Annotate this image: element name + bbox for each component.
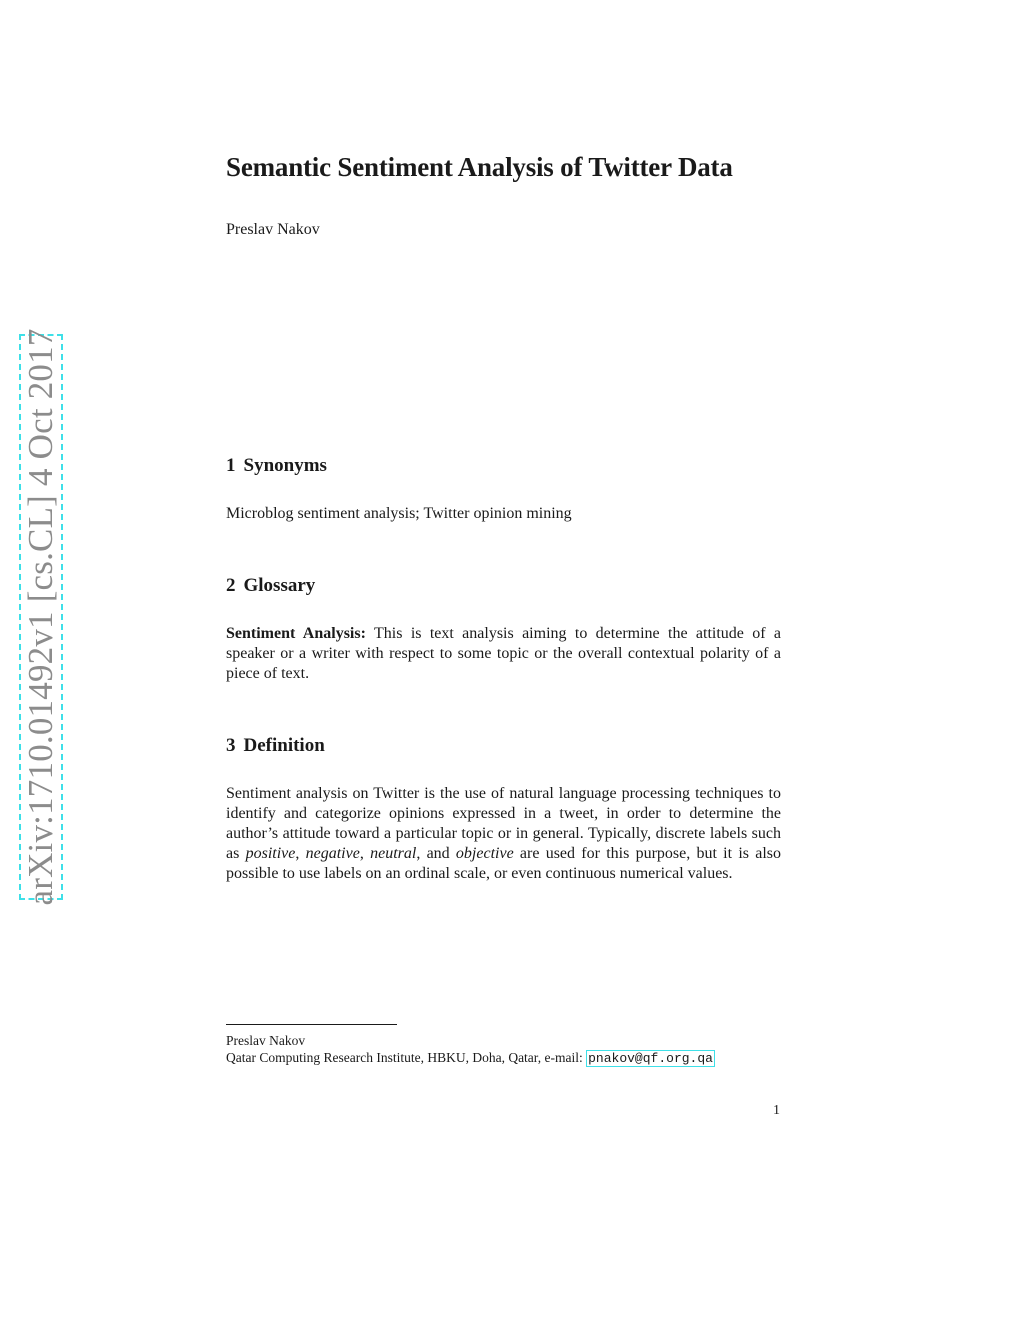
label-neutral: neutral [370,845,417,862]
arxiv-identifier-text: arXiv:1710.01492v1 [cs.CL] 4 Oct 2017 [21,328,60,906]
footnote-rule [226,1024,397,1025]
email-link[interactable]: pnakov@qf.org.qa [588,1051,713,1066]
definition-paragraph [226,784,781,884]
label-negative: negative [305,845,360,862]
separator: , [295,845,306,862]
definition-text-end: are used for this purpose, but it is also possible to use labels on an ordinal scale, or even continuous numerical values. [226,845,782,882]
affiliation-text: Qatar Computing Research Institute, HBKU, Doha, Qatar, e-mail: [226,1050,587,1065]
separator: , [359,845,371,862]
section-number: 2 [226,575,236,596]
definition-text-start: Sentiment analysis on Twitter is the use of natural language processing techniques to identify and categorize opinions expressed in a tweet, in order to determine the author’s attitude toward a particular topic or in general. Typically, discrete labels such as [226,785,781,862]
section-heading-definition [226,735,325,757]
page-number: 1 [773,1103,780,1118]
arxiv-identifier-stamp[interactable] [19,328,63,906]
label-objective: objective [455,845,514,862]
section-heading-synonyms [226,455,327,477]
section-number: 3 [226,735,236,756]
section-number: 1 [226,455,236,476]
section-title: Synonyms [243,455,327,476]
synonyms-text: Microblog sentiment analysis; Twitter opinion mining [226,505,572,522]
glossary-term: Sentiment Analysis: [226,625,366,642]
footnote-author: Preslav Nakov [226,1033,306,1048]
footnote-affiliation [226,1049,715,1067]
paper-title: Semantic Sentiment Analysis of Twitter Data [226,152,733,182]
section-title: Glossary [243,575,316,596]
label-positive: positive [245,845,296,862]
section-title: Definition [243,735,325,756]
glossary-definition: This is text analysis aiming to determine the attitude of a speaker or a writer with respect to some topic or the overall contextual polarity of a piece of text. [226,625,782,682]
glossary-paragraph [226,624,781,684]
section-heading-glossary [226,575,315,597]
author-name: Preslav Nakov [226,221,320,238]
separator: , and [416,845,456,862]
